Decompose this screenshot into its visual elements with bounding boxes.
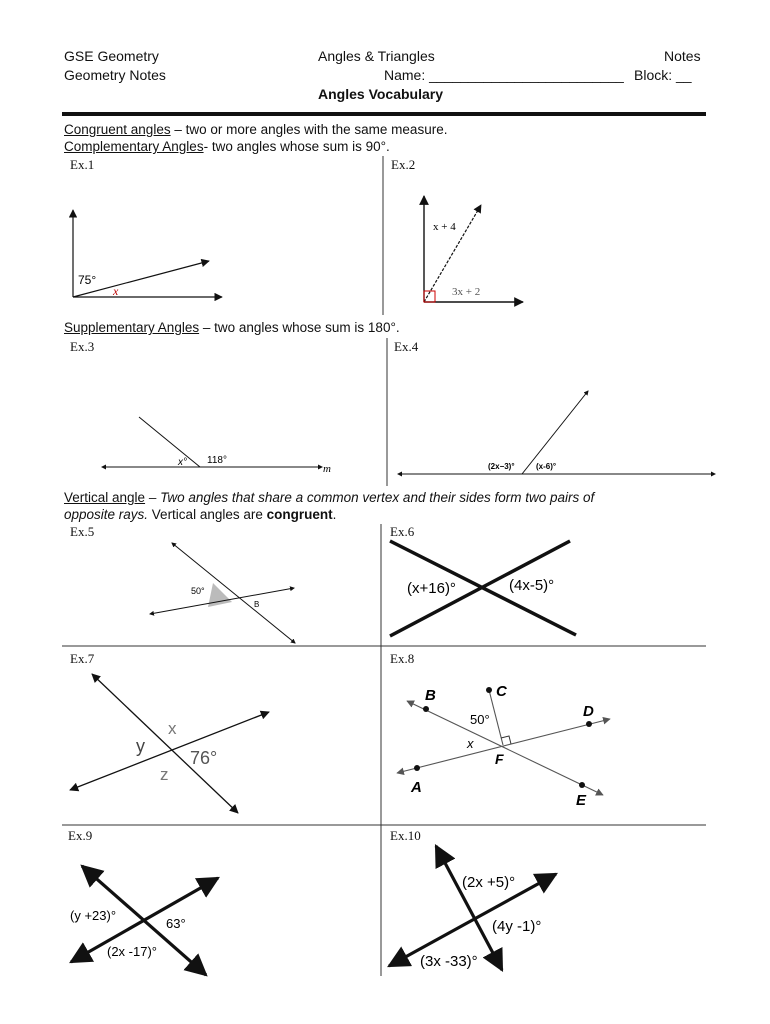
vertical-text-bold: congruent	[266, 507, 333, 522]
ex8-diagram	[397, 683, 610, 809]
ex9-label: Ex.9	[68, 828, 93, 843]
ex2-top-label: x + 4	[433, 221, 456, 233]
ex9-diagram	[70, 866, 218, 975]
ex7-z-label: z	[160, 765, 169, 784]
ex3-var-label: x°	[178, 457, 187, 468]
congruent-term: Congruent angles	[64, 122, 171, 137]
complementary-term: Complementary Angles	[64, 139, 204, 154]
ex3-label: Ex.3	[70, 339, 95, 354]
ex7-x-label: x	[168, 719, 177, 738]
course-title: GSE Geometry	[64, 48, 159, 64]
ex1-diagram	[73, 210, 222, 298]
page-title: Angles Vocabulary	[318, 86, 444, 102]
course-subtitle: Geometry Notes	[64, 67, 166, 83]
doc-type: Notes	[664, 48, 701, 64]
supplementary-term: Supplementary Angles	[64, 320, 200, 335]
ex7-label: Ex.7	[70, 651, 95, 666]
unit-title: Angles & Triangles	[318, 48, 435, 64]
ex5-diagram	[150, 543, 295, 643]
ex1-label: Ex.1	[70, 157, 95, 172]
ex8-point-a: A	[411, 779, 422, 796]
ex7-angle-label: 76°	[190, 748, 218, 768]
ex4-diagram	[398, 391, 715, 474]
ex9-right-label: 63°	[166, 916, 186, 931]
vertical-text-2: opposite rays.	[64, 507, 149, 522]
ex4-right-label: (x-6)°	[536, 462, 557, 471]
ex1-var-label: x	[113, 284, 119, 298]
ex10-right-label: (4y -1)°	[492, 918, 542, 935]
ex3-line-label: m	[323, 463, 331, 475]
ex10-top-label: (2x +5)°	[462, 874, 516, 891]
ex6-left-label: (x+16)°	[407, 580, 456, 597]
ex2-diagram	[424, 196, 523, 302]
block-line: Block: __	[634, 67, 692, 83]
vertical-text-1: – Two angles that share a common vertex and their sides form two pairs of	[145, 490, 595, 505]
ex8-point-e: E	[576, 792, 587, 809]
ex6-diagram	[390, 541, 576, 636]
ex8-point-d: D	[583, 703, 594, 720]
ex8-point-c: C	[496, 683, 507, 700]
ex7-y-label: y	[136, 736, 145, 756]
ex8-label: Ex.8	[390, 651, 415, 666]
ex9-left-label: (y +23)°	[70, 908, 117, 923]
vertical-term: Vertical angle	[64, 490, 146, 505]
congruent-text: – two or more angles with the same measure.	[170, 122, 448, 137]
ex5-angle-label: 50°	[191, 586, 205, 596]
ex8-point-b: B	[425, 687, 436, 704]
ex6-right-label: (4x-5)°	[509, 577, 555, 594]
ex6-label: Ex.6	[390, 524, 415, 539]
ex1-angle-label: 75°	[78, 273, 97, 287]
ex8-x-label: x	[467, 736, 474, 751]
ex5-label: Ex.5	[70, 524, 95, 539]
ex2-bottom-label: 3x + 2	[452, 286, 481, 298]
vertical-text-end: .	[332, 507, 337, 522]
ex8-angle-label: 50°	[470, 712, 490, 727]
ex8-point-f: F	[495, 751, 504, 767]
vertical-text-3: Vertical angles are	[148, 507, 267, 522]
ex3-diagram	[102, 417, 331, 475]
ex10-bottom-label: (3x -33)°	[420, 953, 478, 970]
ex10-diagram	[389, 846, 556, 970]
ex4-left-label: (2x−3)°	[488, 462, 515, 471]
ex4-label: Ex.4	[394, 339, 419, 354]
complementary-text: - two angles whose sum is 90°.	[203, 139, 390, 154]
ex2-label: Ex.2	[391, 157, 416, 172]
ex7-diagram	[70, 674, 269, 813]
ex5-point-label: B	[254, 600, 260, 609]
ex3-angle-label: 118°	[207, 455, 227, 466]
ex9-bottom-label: (2x -17)°	[107, 944, 157, 959]
supplementary-text: – two angles whose sum is 180°.	[199, 320, 400, 335]
ex10-label: Ex.10	[390, 828, 421, 843]
name-line: Name: _________________________	[384, 67, 624, 83]
